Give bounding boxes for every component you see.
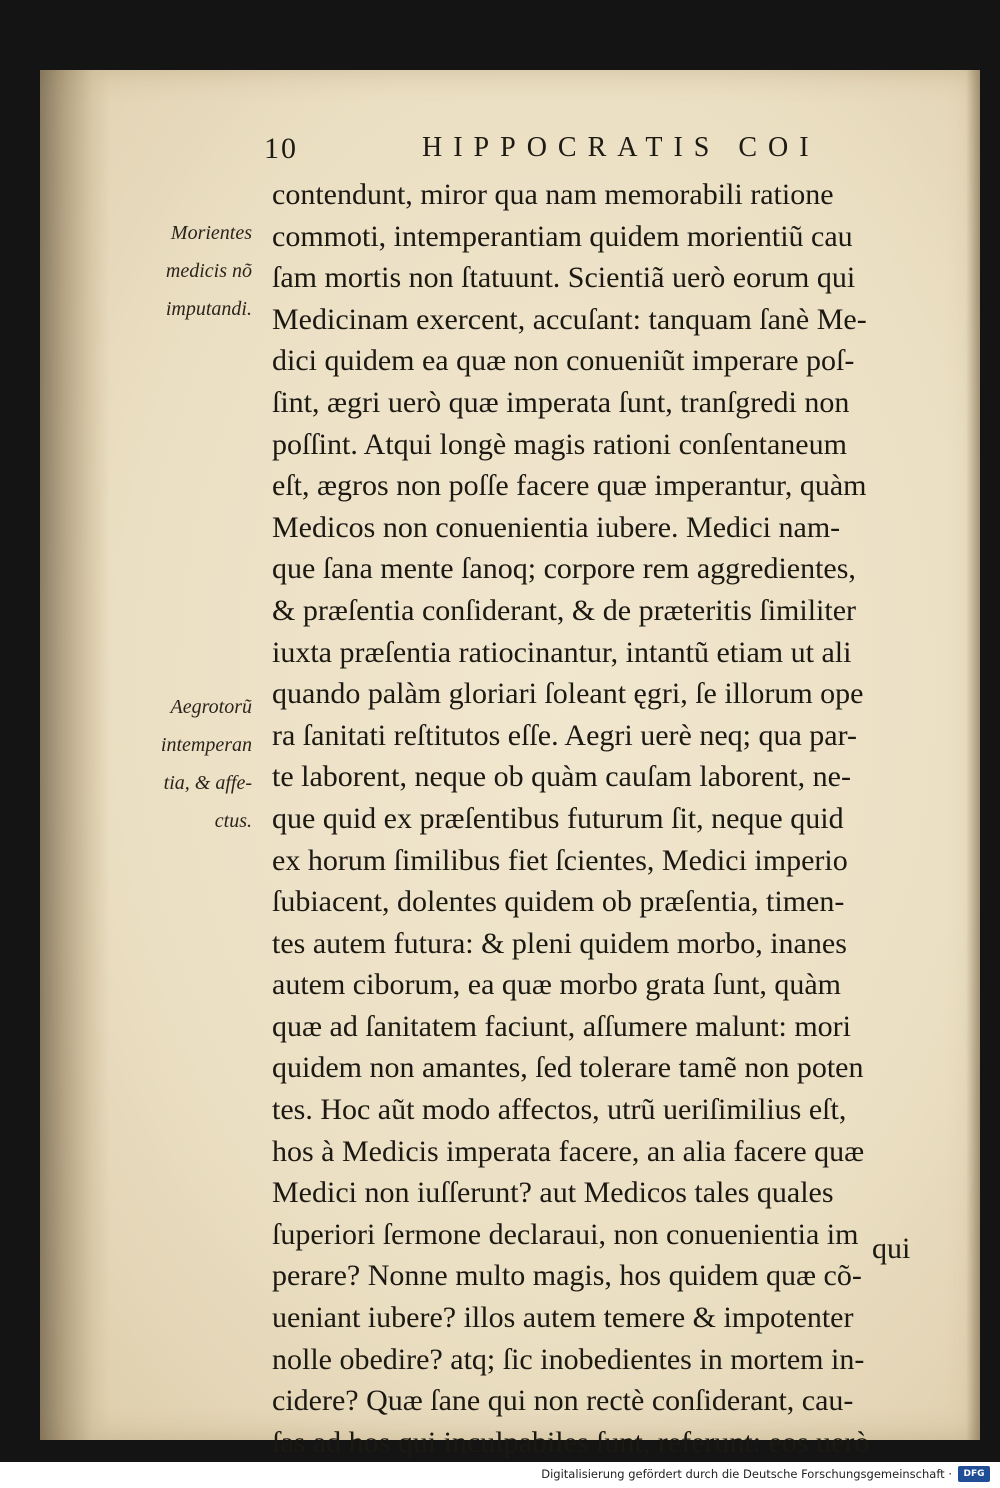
text-line: ueniant iubere? illos autem temere & impotenter (272, 1301, 854, 1335)
text-line: quæ ad ſanitatem faciunt, aſſumere malunt: mori (272, 1009, 851, 1043)
marginal-note-line: Aegrotorũ (170, 696, 252, 718)
text-line: eſt, ægros non poſſe facere quæ imperantur, quàm (272, 469, 867, 503)
text-line: poſſint. Atqui longè magis rationi conſentaneum (272, 427, 847, 461)
text-line: ſas ad hos qui inculpabiles ſunt, referunt: eos uerò (272, 1425, 870, 1459)
text-line: tes. Hoc aũt modo affectos, utrũ ueriſimilius eſt, (272, 1093, 847, 1127)
marginal-note-line: ctus. (214, 810, 252, 832)
text-line: Medicinam exercent, accuſant: tanquam ſanè Me- (272, 302, 867, 336)
dfg-logo (958, 1466, 990, 1482)
text-line: Medici non iuſſerunt? aut Medicos tales quales (272, 1176, 834, 1210)
text-line: ſam mortis non ſtatuunt. Scientiã uerò eorum qui (272, 261, 856, 295)
text-line: ex horum ſimilibus fiet ſcientes, Medici imperio (272, 843, 848, 877)
marginal-note-line: Morientes (170, 222, 252, 244)
marginal-note-line: imputandi. (165, 298, 252, 320)
page-header (40, 132, 980, 172)
book-page (40, 70, 980, 1459)
text-line: que ſana mente ſanoq; corpore rem aggredientes, (272, 552, 856, 586)
text-line: tes autem futura: & pleni quidem morbo, inanes (272, 926, 847, 960)
text-line: hos à Medicis imperata facere, an alia facere quæ (272, 1134, 865, 1168)
text-line: contendunt, miror qua nam memorabili ratione (272, 178, 834, 211)
text-line: perare? Nonne multo magis, hos quidem quæ cõ- (272, 1259, 862, 1293)
page-edge-shadow (966, 70, 980, 1440)
text-line: iuxta præſentia ratiocinantur, intantũ etiam ut ali (272, 635, 852, 669)
marginal-note (132, 214, 252, 328)
dfg-logo-text: DFG (963, 1469, 985, 1479)
page-gutter-shadow (40, 70, 110, 1440)
page-number: 10 (264, 132, 298, 165)
marginal-note-line: intemperan (160, 734, 252, 756)
catchword: qui (872, 1232, 911, 1265)
text-line: cidere? Quæ ſane qui non rectè conſiderant, cau- (272, 1384, 854, 1418)
text-line: Medicos non conuenientia iubere. Medici nam- (272, 510, 841, 544)
text-line: nolle obedire? atq; ſic inobedientes in mortem in- (272, 1342, 865, 1376)
marginal-note (132, 688, 252, 840)
text-line: commoti, intemperantiam quidem morientiũ cau (272, 219, 853, 253)
text-line: ſuperiori ſermone declaraui, non conuenientia im (272, 1217, 859, 1251)
marginal-note-line: medicis nõ (165, 260, 252, 282)
text-line: ſint, ægri uerò quæ imperata ſunt, tranſgredi non (272, 385, 850, 419)
running-head: HIPPOCRATIS COI (422, 132, 820, 163)
text-line: autem ciborum, ea quæ morbo grata ſunt, quàm (272, 968, 842, 1002)
text-line: te laborent, neque ob quàm cauſam laborent, ne- (272, 760, 851, 794)
text-line: & præſentia conſiderant, & de præteritis ſimiliter (272, 593, 857, 627)
text-line: que quid ex præſentibus futurum ſit, neque quid (272, 801, 844, 835)
text-line: ſubiacent, dolentes quidem ob præſentia, timen- (272, 885, 845, 919)
text-line: quidem non amantes, ſed tolerare tamẽ non poten (272, 1051, 864, 1085)
text-line: ra ſanitati reſtitutos eſſe. Aegri uerè neq; qua par- (272, 718, 857, 752)
marginal-note-line: tia, & affe- (163, 772, 252, 794)
text-line: dici quidem ea quæ non conueniũt imperare poſ- (272, 344, 855, 378)
funding-credit: Digitalisierung gefördert durch die Deutsche Forschungsgemeinschaft · (541, 1467, 952, 1481)
main-text (272, 174, 920, 1463)
footer-bar (0, 1462, 1000, 1488)
text-line: quando palàm gloriari ſoleant ęgri, ſe illorum ope (272, 677, 864, 711)
